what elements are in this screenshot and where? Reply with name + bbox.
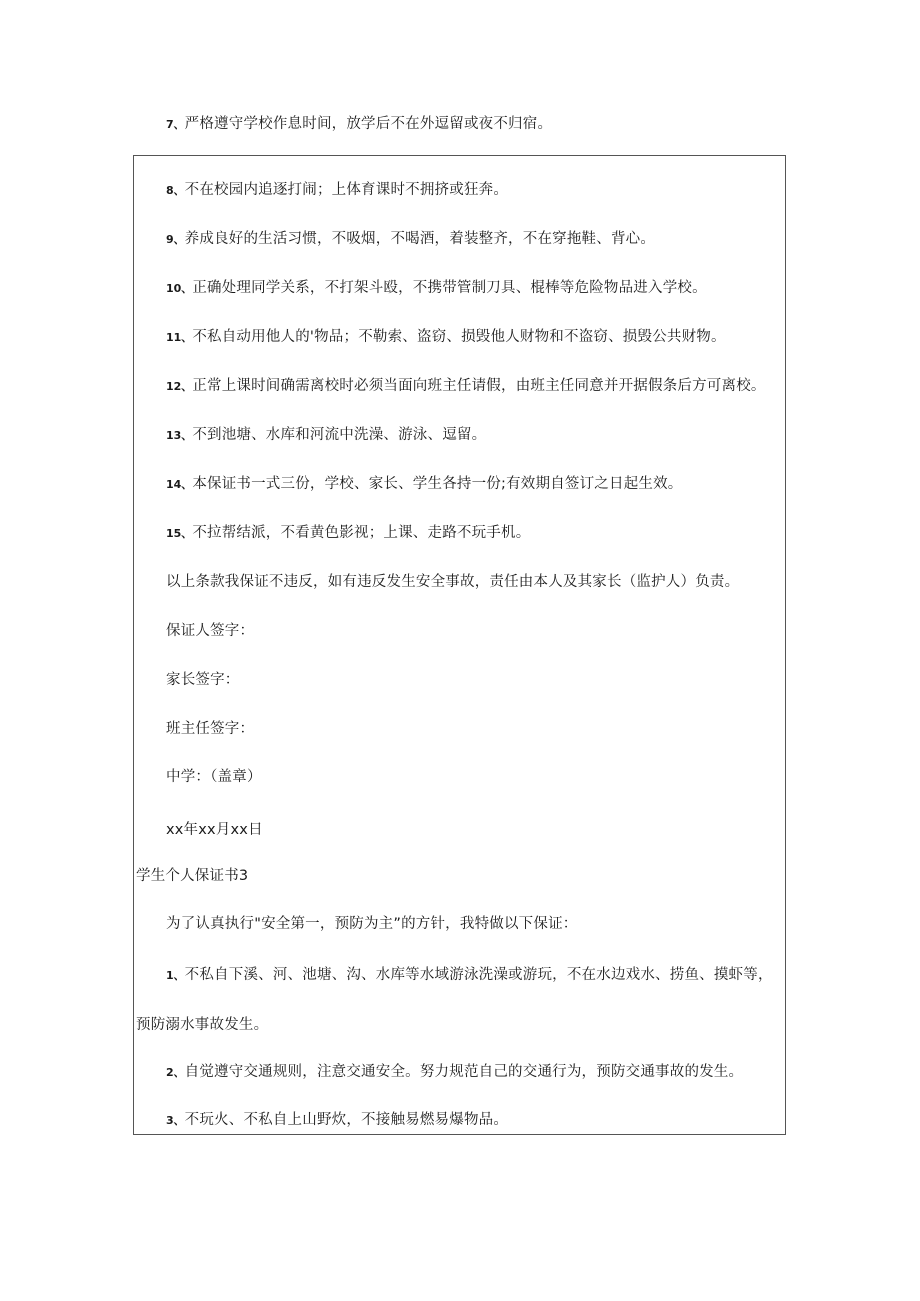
clause-15 (166, 523, 530, 544)
document-frame (133, 155, 786, 1135)
school-seal-label: 中学：（盖章） (166, 769, 262, 785)
clause-number: 1、 (166, 969, 185, 982)
clause-text: 正常上课时间确需离校时必须当面向班主任请假，由班主任同意并开据假条后方可离校。 (192, 378, 766, 394)
clause-8 (166, 180, 508, 201)
clause-number: 9、 (166, 233, 185, 246)
clause-text: 不私自动用他人的'物品；不勒索、盗窃、损毁他人财物和不盗窃、损毁公共财物。 (192, 329, 726, 345)
clause-11 (166, 327, 726, 348)
clause-text: 不玩火、不私自上山野炊，不接触易燃易爆物品。 (184, 1112, 509, 1128)
clause-13 (166, 425, 486, 446)
clause-number: 2、 (166, 1066, 185, 1079)
clause-number: 13、 (166, 429, 193, 442)
clause-1 (166, 965, 773, 986)
clause-1-continuation: 预防溺水事故发生。 (136, 1017, 269, 1033)
clause-text: 养成良好的生活习惯，不吸烟，不喝酒，着装整齐，不在穿拖鞋、背心。 (184, 231, 656, 247)
guarantor-signature-label: 保证人签字： (166, 623, 255, 639)
clause-3 (166, 1110, 508, 1131)
clause-number: 7、 (166, 118, 185, 131)
responsibility-statement: 以上条款我保证不违反，如有违反发生安全事故，责任由本人及其家长（监护人）负责。 (166, 574, 740, 590)
clause-text: 不拉帮结派，不看黄色影视；上课、走路不玩手机。 (192, 525, 531, 541)
clause-number: 14、 (166, 478, 193, 491)
clause-text: 正确处理同学关系，不打架斗殴，不携带管制刀具、棍棒等危险物品进入学校。 (192, 280, 707, 296)
clause-text: 不到池塘、水库和河流中洗澡、游泳、逗留。 (192, 427, 487, 443)
clause-text: 本保证书一式三份，学校、家长、学生各持一份;有效期自签订之日起生效。 (192, 476, 683, 492)
clause-2 (166, 1062, 743, 1083)
clause-number: 15、 (166, 527, 193, 540)
clause-text: 严格遵守学校作息时间，放学后不在外逗留或夜不归宿。 (184, 116, 553, 132)
clause-number: 12、 (166, 380, 193, 393)
parent-signature-label: 家长签字： (166, 672, 240, 688)
clause-7 (166, 114, 552, 135)
clause-text: 不在校园内追逐打闹；上体育课时不拥挤或狂奔。 (184, 182, 509, 198)
date-line: xx年xx月xx日 (166, 822, 263, 838)
clause-10 (166, 278, 707, 299)
clause-14 (166, 474, 683, 495)
clause-9 (166, 229, 655, 250)
teacher-signature-label: 班主任签字： (166, 721, 255, 737)
intro-paragraph: 为了认真执行"安全第一，预防为主”的方针，我特做以下保证： (166, 916, 578, 932)
clause-text: 自觉遵守交通规则，注意交通安全。努力规范自己的交通行为，预防交通事故的发生。 (184, 1064, 744, 1080)
clause-text: 不私自下溪、河、池塘、沟、水库等水域游泳洗澡或游玩，不在水边戏水、捞鱼、摸虾等， (184, 967, 773, 983)
clause-number: 8、 (166, 184, 185, 197)
clause-number: 3、 (166, 1114, 185, 1127)
section-title: 学生个人保证书3 (136, 868, 249, 884)
clause-number: 10、 (166, 282, 193, 295)
clause-number: 11、 (166, 331, 193, 344)
clause-12 (166, 376, 766, 397)
